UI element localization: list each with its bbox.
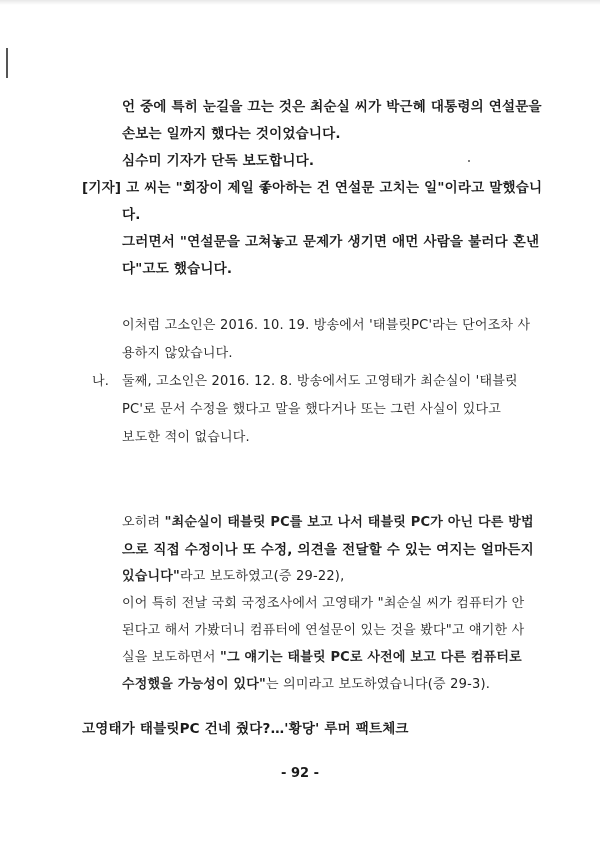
quote-line-7: 다"고도 했습니다.: [122, 261, 233, 277]
paragraph-2-line-5: 된다고 해서 가봤더니 컴퓨터에 연설문이 있는 것을 봤다"고 얘기한 사: [122, 623, 525, 638]
section-line-2: PC'로 문서 수정을 했다고 말을 했다거나 또는 그런 사실이 있다고: [122, 402, 502, 417]
section-line-1: 둘째, 고소인은 2016. 12. 8. 방송에서도 고영태가 최순실이 '태블릿: [122, 374, 518, 389]
paragraph-2-line-6: [122, 649, 522, 667]
paragraph-2-citation-2: 는 의미라고 보도하였습니다(증 29-3).: [266, 677, 491, 692]
scan-edge: [0, 0, 600, 5]
paragraph-2-line-3: [122, 568, 344, 586]
paragraph-2-quote-2-end: 수정했을 가능성이 있다": [122, 677, 267, 692]
quote-line-1: 언 중에 특히 눈길을 끄는 것은 최순실 씨가 박근혜 대통령의 연설문을: [122, 99, 542, 115]
paragraph-1-line-2: 용하지 않았습니다.: [122, 346, 233, 361]
quote-line-5: 다.: [122, 207, 141, 223]
quote-line-2: 손보는 일까지 했다는 것이었습니다.: [122, 126, 341, 142]
article-headline: 고영태가 태블릿PC 건네 줬다?…'황당' 루머 팩트체크: [82, 721, 409, 737]
paragraph-2-quote-2: "그 얘기는 태블릿 PC로 사전에 보고 다른 컴퓨터로: [219, 650, 522, 665]
section-marker: 나.: [92, 374, 110, 389]
paragraph-1-line-1: 이처럼 고소인은 2016. 10. 19. 방송에서 '태블릿PC'라는 단어조차 사: [122, 318, 531, 333]
paragraph-2-citation-1: 라고 보도하였고(증 29-22),: [180, 569, 345, 584]
paragraph-2-line-2: 으로 직접 수정이나 또 수정, 의견을 전달할 수 있는 여지는 얼마든지: [122, 542, 534, 558]
paragraph-2-line-6-prefix: 실을 보도하면서: [122, 650, 220, 665]
paragraph-2-line-4: 이어 특히 전날 국회 국정조사에서 고영태가 "최순실 씨가 컴퓨터가 안: [122, 596, 525, 611]
page-number: - 92 -: [281, 766, 319, 781]
paragraph-2-line-1-prefix: 오히려: [122, 515, 165, 530]
quote-line-4: [기자] 고 씨는 "회장이 제일 좋아하는 건 연설문 고치는 일"이라고 말했습니: [82, 180, 543, 196]
scan-margin-mark: [6, 48, 8, 78]
paragraph-2-quote-1-end: 있습니다": [122, 569, 181, 584]
section-line-3: 보도한 적이 없습니다.: [122, 430, 250, 445]
paragraph-2-line-1: [122, 514, 534, 532]
quote-line-6: 그러면서 "연설문을 고쳐놓고 문제가 생기면 애먼 사람을 불러다 혼낸: [122, 234, 540, 250]
quote-line-3: 심수미 기자가 단독 보도합니다.: [122, 153, 315, 169]
paragraph-2-quote-1: "최순실이 태블릿 PC를 보고 나서 태블릿 PC가 아닌 다른 방법: [164, 515, 534, 530]
paragraph-2-line-7: [122, 676, 490, 694]
scan-speck: [468, 160, 470, 162]
